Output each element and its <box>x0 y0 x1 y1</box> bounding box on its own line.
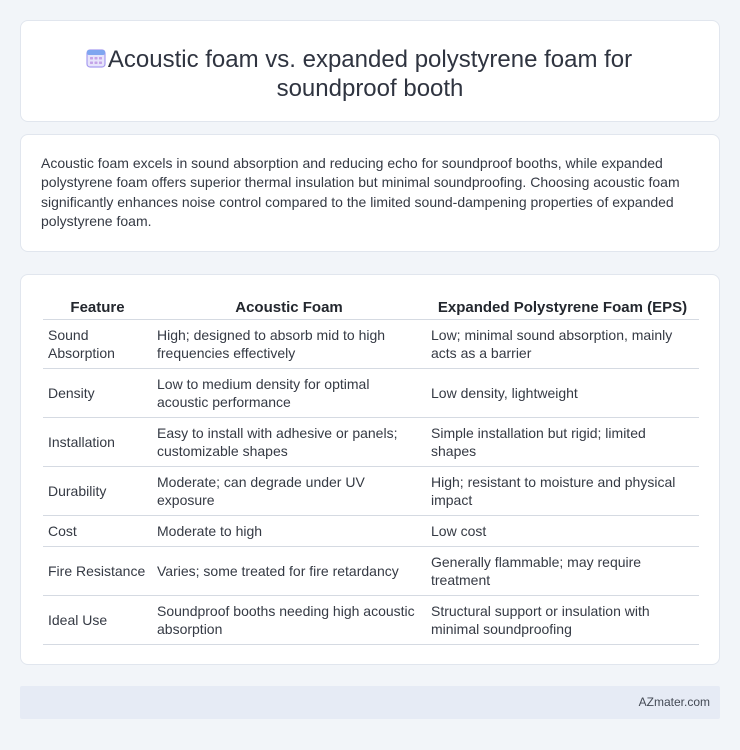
eps-cell: Low density, lightweight <box>426 368 699 417</box>
comparison-card <box>20 274 720 665</box>
eps-cell: High; resistant to moisture and physical impact <box>426 466 699 515</box>
table-header-row <box>43 295 699 319</box>
eps-cell: Low; minimal sound absorption, mainly acts as a barrier <box>426 319 699 368</box>
feature-cell: Fire Resistance <box>43 546 152 595</box>
table-row <box>43 595 699 644</box>
feature-cell: Sound Absorption <box>43 319 152 368</box>
eps-cell: Structural support or insulation with minimal soundproofing <box>426 595 699 644</box>
acoustic-cell: Low to medium density for optimal acoustic performance <box>152 368 426 417</box>
header-acoustic-foam: Acoustic Foam <box>152 295 426 319</box>
comparison-table <box>43 295 699 645</box>
table-row <box>43 515 699 546</box>
acoustic-cell: Varies; some treated for fire retardancy <box>152 546 426 595</box>
table-row <box>43 368 699 417</box>
header-eps: Expanded Polystyrene Foam (EPS) <box>426 295 699 319</box>
table-row <box>43 319 699 368</box>
acoustic-cell: Soundproof booths needing high acoustic absorption <box>152 595 426 644</box>
feature-cell: Durability <box>43 466 152 515</box>
eps-cell: Low cost <box>426 515 699 546</box>
table-row <box>43 546 699 595</box>
footer-bar <box>20 686 720 719</box>
table-row <box>43 466 699 515</box>
acoustic-cell: Moderate to high <box>152 515 426 546</box>
page-title <box>21 45 719 103</box>
summary-text: Acoustic foam excels in sound absorption and reducing echo for soundproof booths, while expanded polystyrene foam offers superior thermal insulation but minimal soundproofing. Choosing acoustic foam significantly enhances noise control compared to the limited sound-dampening properties of expanded polystyrene foam. <box>41 155 680 230</box>
feature-cell: Cost <box>43 515 152 546</box>
acoustic-cell: Easy to install with adhesive or panels; customizable shapes <box>152 417 426 466</box>
acoustic-cell: Moderate; can degrade under UV exposure <box>152 466 426 515</box>
table-row <box>43 417 699 466</box>
header-feature: Feature <box>43 295 152 319</box>
title-card <box>20 20 720 122</box>
footer-brand: AZmater.com <box>638 695 710 709</box>
feature-cell: Ideal Use <box>43 595 152 644</box>
acoustic-cell: High; designed to absorb mid to high frequencies effectively <box>152 319 426 368</box>
eps-cell: Simple installation but rigid; limited shapes <box>426 417 699 466</box>
eps-cell: Generally flammable; may require treatment <box>426 546 699 595</box>
title-line-1: Acoustic foam vs. expanded polystyrene foam for <box>107 46 633 73</box>
feature-cell: Installation <box>43 417 152 466</box>
feature-cell: Density <box>43 368 152 417</box>
summary-card <box>20 134 720 252</box>
title-line-2: soundproof booth <box>276 75 464 102</box>
